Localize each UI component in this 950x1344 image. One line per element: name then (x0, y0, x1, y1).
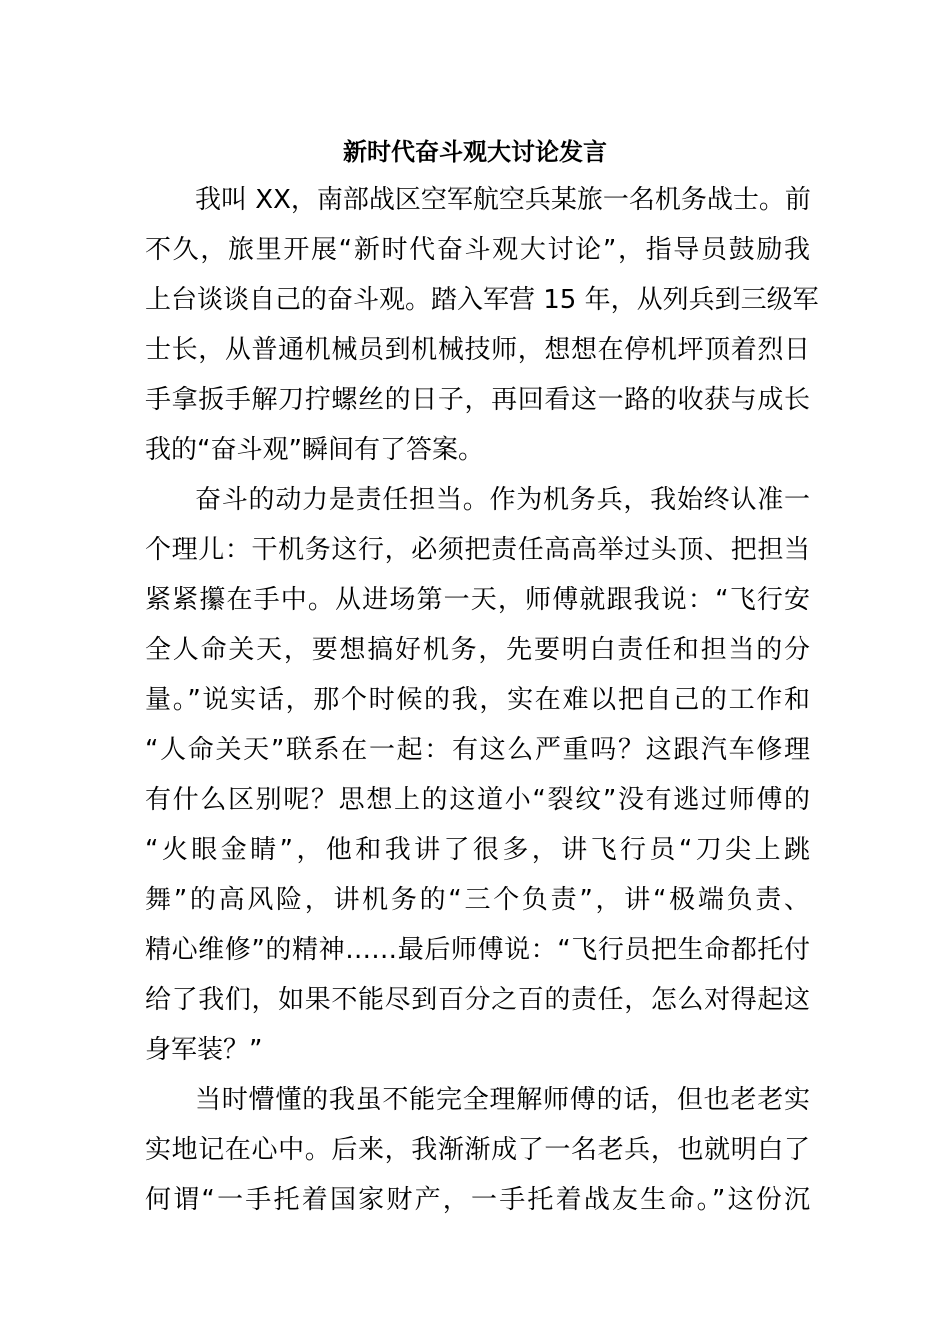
document-title: 新时代奋斗观大讨论发言 (343, 138, 607, 166)
paragraph-line: 我的“奋斗观”瞬间有了答案。 (145, 435, 484, 465)
paragraph-line: 实地记在心中。后来，我渐渐成了一名老兵，也就明白了 (145, 1135, 810, 1165)
paragraph-line: 奋斗的动力是责任担当。作为机务兵，我始终认准一 (195, 485, 810, 515)
paragraph-line: 士长，从普通机械员到机械技师，想想在停机坪顶着烈日 (145, 335, 810, 365)
paragraph-line: 身军装？” (145, 1035, 263, 1065)
paragraph-line: 个理儿：干机务这行，必须把责任高高举过头顶、把担当 (145, 535, 810, 565)
paragraph-line: 给了我们，如果不能尽到百分之百的责任，怎么对得起这 (145, 985, 810, 1015)
paragraph-line: 舞”的高风险，讲机务的“三个负责”，讲“极端负责、 (145, 885, 810, 915)
paragraph-line: 有什么区别呢？思想上的这道小“裂纹”没有逃过师傅的 (145, 785, 810, 815)
paragraph-line: 紧紧攥在手中。从进场第一天，师傅就跟我说：“飞行安 (145, 585, 810, 615)
paragraph-line: “火眼金睛”，他和我讲了很多，讲飞行员“刀尖上跳 (145, 835, 810, 865)
paragraph-line: 手拿扳手解刀拧螺丝的日子，再回看这一路的收获与成长 (145, 385, 810, 415)
paragraph-line: 精心维修”的精神……最后师傅说：“飞行员把生命都托付 (145, 935, 810, 965)
paragraph-line: 何谓“一手托着国家财产，一手托着战友生命。”这份沉 (145, 1185, 810, 1215)
paragraph-line: 当时懵懂的我虽不能完全理解师傅的话，但也老老实 (195, 1085, 810, 1115)
paragraph-line: “人命关天”联系在一起：有这么严重吗？这跟汽车修理 (145, 735, 810, 765)
paragraph-line: 全人命关天，要想搞好机务，先要明白责任和担当的分 (145, 635, 810, 665)
paragraph-line: 量。”说实话，那个时候的我，实在难以把自己的工作和 (145, 685, 810, 715)
paragraph-line: 我叫 XX，南部战区空军航空兵某旅一名机务战士。前 (195, 185, 811, 215)
paragraph-line: 不久，旅里开展“新时代奋斗观大讨论”，指导员鼓励我 (145, 235, 810, 265)
paragraph-line: 上台谈谈自己的奋斗观。踏入军营 15 年，从列兵到三级军 (145, 285, 819, 315)
